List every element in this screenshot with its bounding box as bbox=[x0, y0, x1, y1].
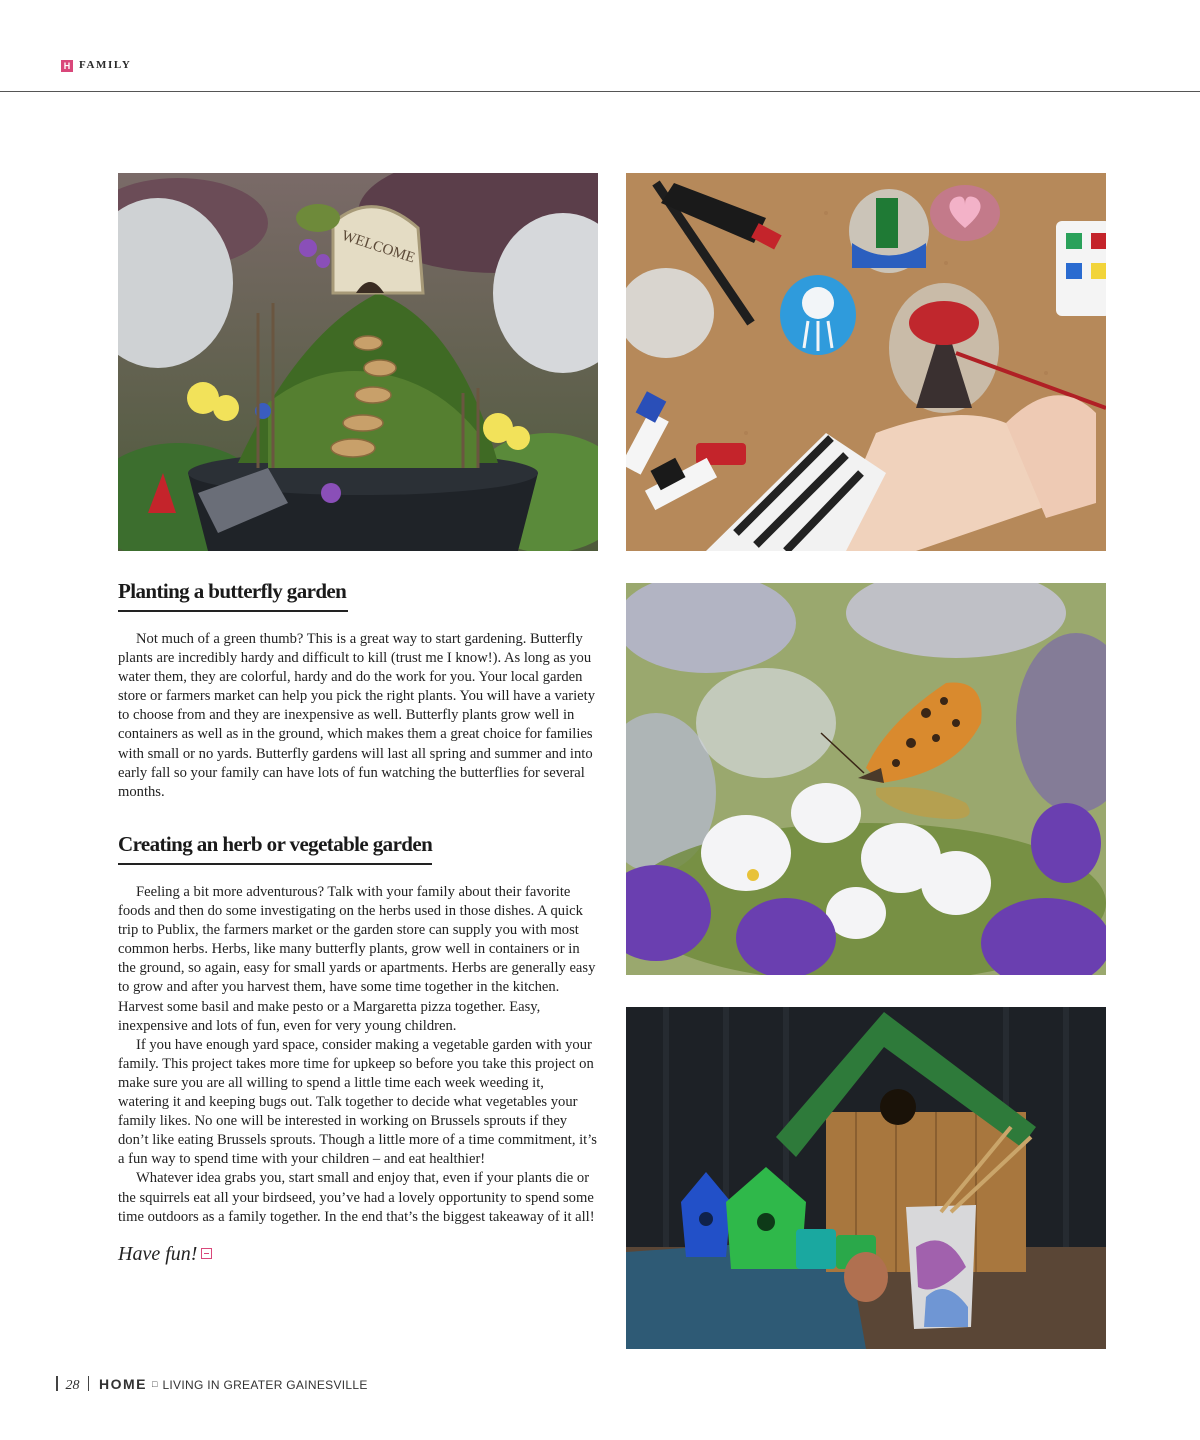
section-title: Creating an herb or vegetable garden bbox=[118, 832, 432, 865]
signoff-text: Have fun! bbox=[118, 1242, 198, 1265]
footer-separator-icon: □ bbox=[152, 1379, 158, 1389]
butterfly-photo bbox=[626, 583, 1106, 975]
body-paragraph: If you have enough yard space, consider making a vegetable garden with your family. This project takes more time for upkeep so before you take this project on make sure you are all willing to spend a little time each week weeding it, watering it and keeping bugs out. Talk together to decide what vegetables your family likes. No one will be interested in working on Brussels sprouts if they don’t like eating Brussels sprouts. Though a little more of a time commitment, it’s a fun way to spend time with your children – and eat healthier! bbox=[118, 1036, 597, 1168]
body-paragraph: Not much of a green thumb? This is a great way to start gardening. Butterfly plants are incredibly hardy and difficult to kill (trust me I know!). As long as you water them, they are colorful, hardy and do the work for you. Your local garden store or farmers market can help you pick the right plants. You will have a variety to choose from and they are inexpensive as well. Butterfly plants grow well in containers as well as in the ground, which makes them a great choice for families with small or no yards. Butterfly gardens will last all spring and summer and into early fall so your family can have lots of fun watching the butterflies for several months. bbox=[118, 631, 596, 800]
welcome-sign-text: WELCOME bbox=[339, 227, 417, 267]
article-signoff bbox=[118, 1243, 598, 1266]
magazine-tagline: LIVING IN GREATER GAINESVILLE bbox=[162, 1378, 368, 1392]
section-label: FAMILY bbox=[79, 59, 132, 71]
fairy-garden-pot-icon bbox=[118, 173, 598, 551]
birdhouse-photo bbox=[626, 1007, 1106, 1349]
header-rule bbox=[0, 91, 1200, 92]
section-butterfly-garden bbox=[118, 579, 598, 802]
painted-rocks-photo bbox=[626, 173, 1106, 551]
fairy-garden-photo bbox=[118, 173, 598, 551]
section-title: Planting a butterfly garden bbox=[118, 579, 348, 612]
magazine-logo-icon: H bbox=[61, 60, 73, 72]
magazine-name: HOME bbox=[99, 1376, 147, 1392]
section-herb-vegetable-garden bbox=[118, 832, 598, 1266]
page-footer bbox=[56, 1376, 368, 1398]
footer-divider bbox=[56, 1376, 58, 1391]
body-paragraph: Whatever idea grabs you, start small and enjoy that, even if your plants die or the squirrels eat all your birdseed, you’ve had a lovely opportunity to spend some time outdoors as a family together. In the end that’s the biggest takeaway of it all! bbox=[118, 1170, 595, 1225]
end-mark-icon bbox=[201, 1248, 212, 1259]
body-paragraph: Feeling a bit more adventurous? Talk with your family about their favorite foods and then do some investigating on the herbs used in those dishes. A quick trip to Publix, the farmers market or the garden store can supply you with most common herbs. Herbs, like many butterfly plants, grow well in containers or in the ground, so again, easy for small yards or apartments. Herbs are generally easy to grow and after you harvest them, have some time together in the kitchen. Harvest some basil and make pesto or a Margaretta pizza together. Easy, inexpensive and lots of fun, even for very young children. bbox=[118, 884, 596, 1034]
page-header bbox=[0, 0, 1200, 92]
painted-rocks-craft-icon bbox=[626, 173, 1106, 551]
footer-divider bbox=[88, 1376, 90, 1391]
painted-birdhouses-icon bbox=[626, 1007, 1106, 1349]
page-number: 28 bbox=[65, 1378, 80, 1393]
butterfly-on-pansies-icon bbox=[626, 583, 1106, 975]
